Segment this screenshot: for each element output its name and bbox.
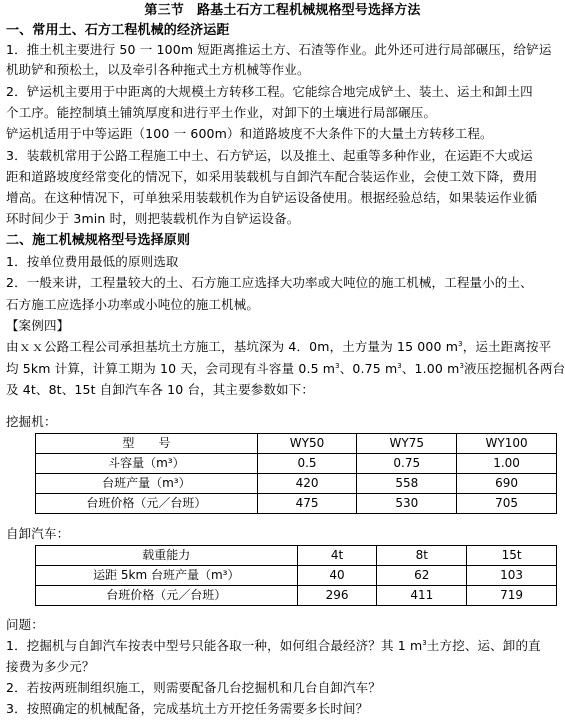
table-cell: 705 bbox=[457, 494, 557, 514]
table-row bbox=[36, 454, 557, 474]
section1-line: 个工序。能控制填土铺筑厚度和进行平土作业，对卸下的土壤进行局部碾压。 bbox=[6, 105, 437, 120]
section1-line: 增高。在这种情况下，可单独采用装载机作为自铲运设备使用。根据经验总结，如果装运作业循 bbox=[6, 190, 538, 205]
question-1-cont: 接费为多少元？ bbox=[6, 659, 95, 674]
question-3: 3．按照确定的机械配备，完成基坑土方开挖任务需要多长时间？ bbox=[6, 701, 369, 716]
table-cell: 1.00 bbox=[457, 454, 557, 474]
table-cell: 型 号 bbox=[36, 434, 258, 454]
table-cell: 296 bbox=[297, 586, 377, 606]
truck-caption: 自卸汽车： bbox=[6, 526, 70, 541]
section1-line: 环时间少于 3min 时，则把装载机作为自铲运设备。 bbox=[6, 211, 300, 226]
question-2: 2．若按两班制组织施工，则需要配备几台挖掘机和几台自卸汽车？ bbox=[6, 680, 381, 695]
truck-table bbox=[35, 545, 557, 606]
table-cell: WY100 bbox=[457, 434, 557, 454]
section1-line: 铲运机适用于中等运距（100 一 600m）和道路坡度不大条件下的大量土方转移工程。 bbox=[6, 126, 493, 141]
excavator-caption: 挖掘机： bbox=[6, 414, 57, 429]
section1-line: 机助铲和预松土，以及牵引各种拖式土方机械等作业。 bbox=[6, 62, 310, 77]
case-line-2: 均 5km 计算，计算工期为 10 天，会司现有斗容量 0.5 $m^3$、0.75 $m^3$、1.00 $m^3$液压挖掘机各两台 bbox=[6, 361, 565, 376]
table-row bbox=[36, 474, 557, 494]
question-1: 1．挖掘机与自卸汽车按表中型号只能各取一种，如何组合最经济？其 1 $m^3$土方挖、运、卸的直 bbox=[6, 638, 541, 653]
table-cell: 4t bbox=[297, 546, 377, 566]
table-cell: 台班产量（m³） bbox=[36, 474, 258, 494]
section2-line: 2．一般来讲，工程量较大的土、石方施工应选择大功率或大吨位的施工机械，工程量小的土、 bbox=[6, 275, 533, 290]
table-cell: 62 bbox=[377, 566, 467, 586]
table-cell: 40 bbox=[297, 566, 377, 586]
section2-line: 石方施工应选择小功率或小吨位的施工机械。 bbox=[6, 297, 260, 312]
table-cell: WY75 bbox=[357, 434, 457, 454]
section2-line: 1．按单位费用最低的原则选取 bbox=[6, 254, 179, 269]
table-cell: 530 bbox=[357, 494, 457, 514]
table-cell: 15t bbox=[467, 546, 557, 566]
table-row bbox=[36, 546, 557, 566]
table-cell: 690 bbox=[457, 474, 557, 494]
table-cell: 0.5 bbox=[257, 454, 357, 474]
table-cell: WY50 bbox=[257, 434, 357, 454]
page-title: 第三节 路基土石方工程机械规格型号选择方法 bbox=[144, 3, 421, 18]
table-row bbox=[36, 494, 557, 514]
questions-label: 问题： bbox=[6, 617, 44, 632]
table-cell: 载重能力 bbox=[36, 546, 298, 566]
table-row bbox=[36, 566, 557, 586]
table-cell: 411 bbox=[377, 586, 467, 606]
section2-heading: 二、施工机械规格型号选择原则 bbox=[6, 233, 191, 248]
excavator-table bbox=[35, 433, 557, 514]
case-line-1: 由ｘｘ公路工程公司承担基坑土方施工，基坑深为 4．0m，土方量为 15 000 $m^3$，运土距离按平 bbox=[6, 339, 552, 354]
section1-line: 2．铲运机主要用于中距离的大规模土方转移工程。它能综合地完成铲土、装土、运土和卸土四 bbox=[6, 84, 533, 99]
table-cell: 台班价格（元／台班） bbox=[36, 494, 258, 514]
table-cell: 719 bbox=[467, 586, 557, 606]
table-cell: 0.75 bbox=[357, 454, 457, 474]
table-cell: 420 bbox=[257, 474, 357, 494]
table-cell: 8t bbox=[377, 546, 467, 566]
case-line-3: 及 4t、8t、15t 自卸汽车各 10 台，其主要参数如下： bbox=[6, 382, 314, 397]
table-cell: 558 bbox=[357, 474, 457, 494]
table-row bbox=[36, 586, 557, 606]
section1-heading: 一、常用土、石方工程机械的经济运距 bbox=[6, 23, 230, 38]
table-cell: 103 bbox=[467, 566, 557, 586]
table-cell: 斗容量（m³） bbox=[36, 454, 258, 474]
table-row bbox=[36, 434, 557, 454]
case-label: 【案例四】 bbox=[6, 318, 70, 333]
section1-line: 距和道路坡度经常变化的情况下，如采用装载机与自卸汽车配合装运作业，会使工效下降，费用 bbox=[6, 169, 538, 184]
section1-line: 3．装载机常用于公路工程施工中土、石方铲运，以及推土、起重等多种作业，在运距不大或运 bbox=[6, 148, 533, 163]
table-cell: 台班价格（元／台班） bbox=[36, 586, 298, 606]
table-cell: 475 bbox=[257, 494, 357, 514]
table-cell: 运距 5km 台班产量（m³） bbox=[36, 566, 298, 586]
section1-line: 1．推土机主要进行 50 一 100m 短距离推运土方、石渣等作业。此外还可进行局部碾压，给铲运 bbox=[6, 42, 552, 57]
